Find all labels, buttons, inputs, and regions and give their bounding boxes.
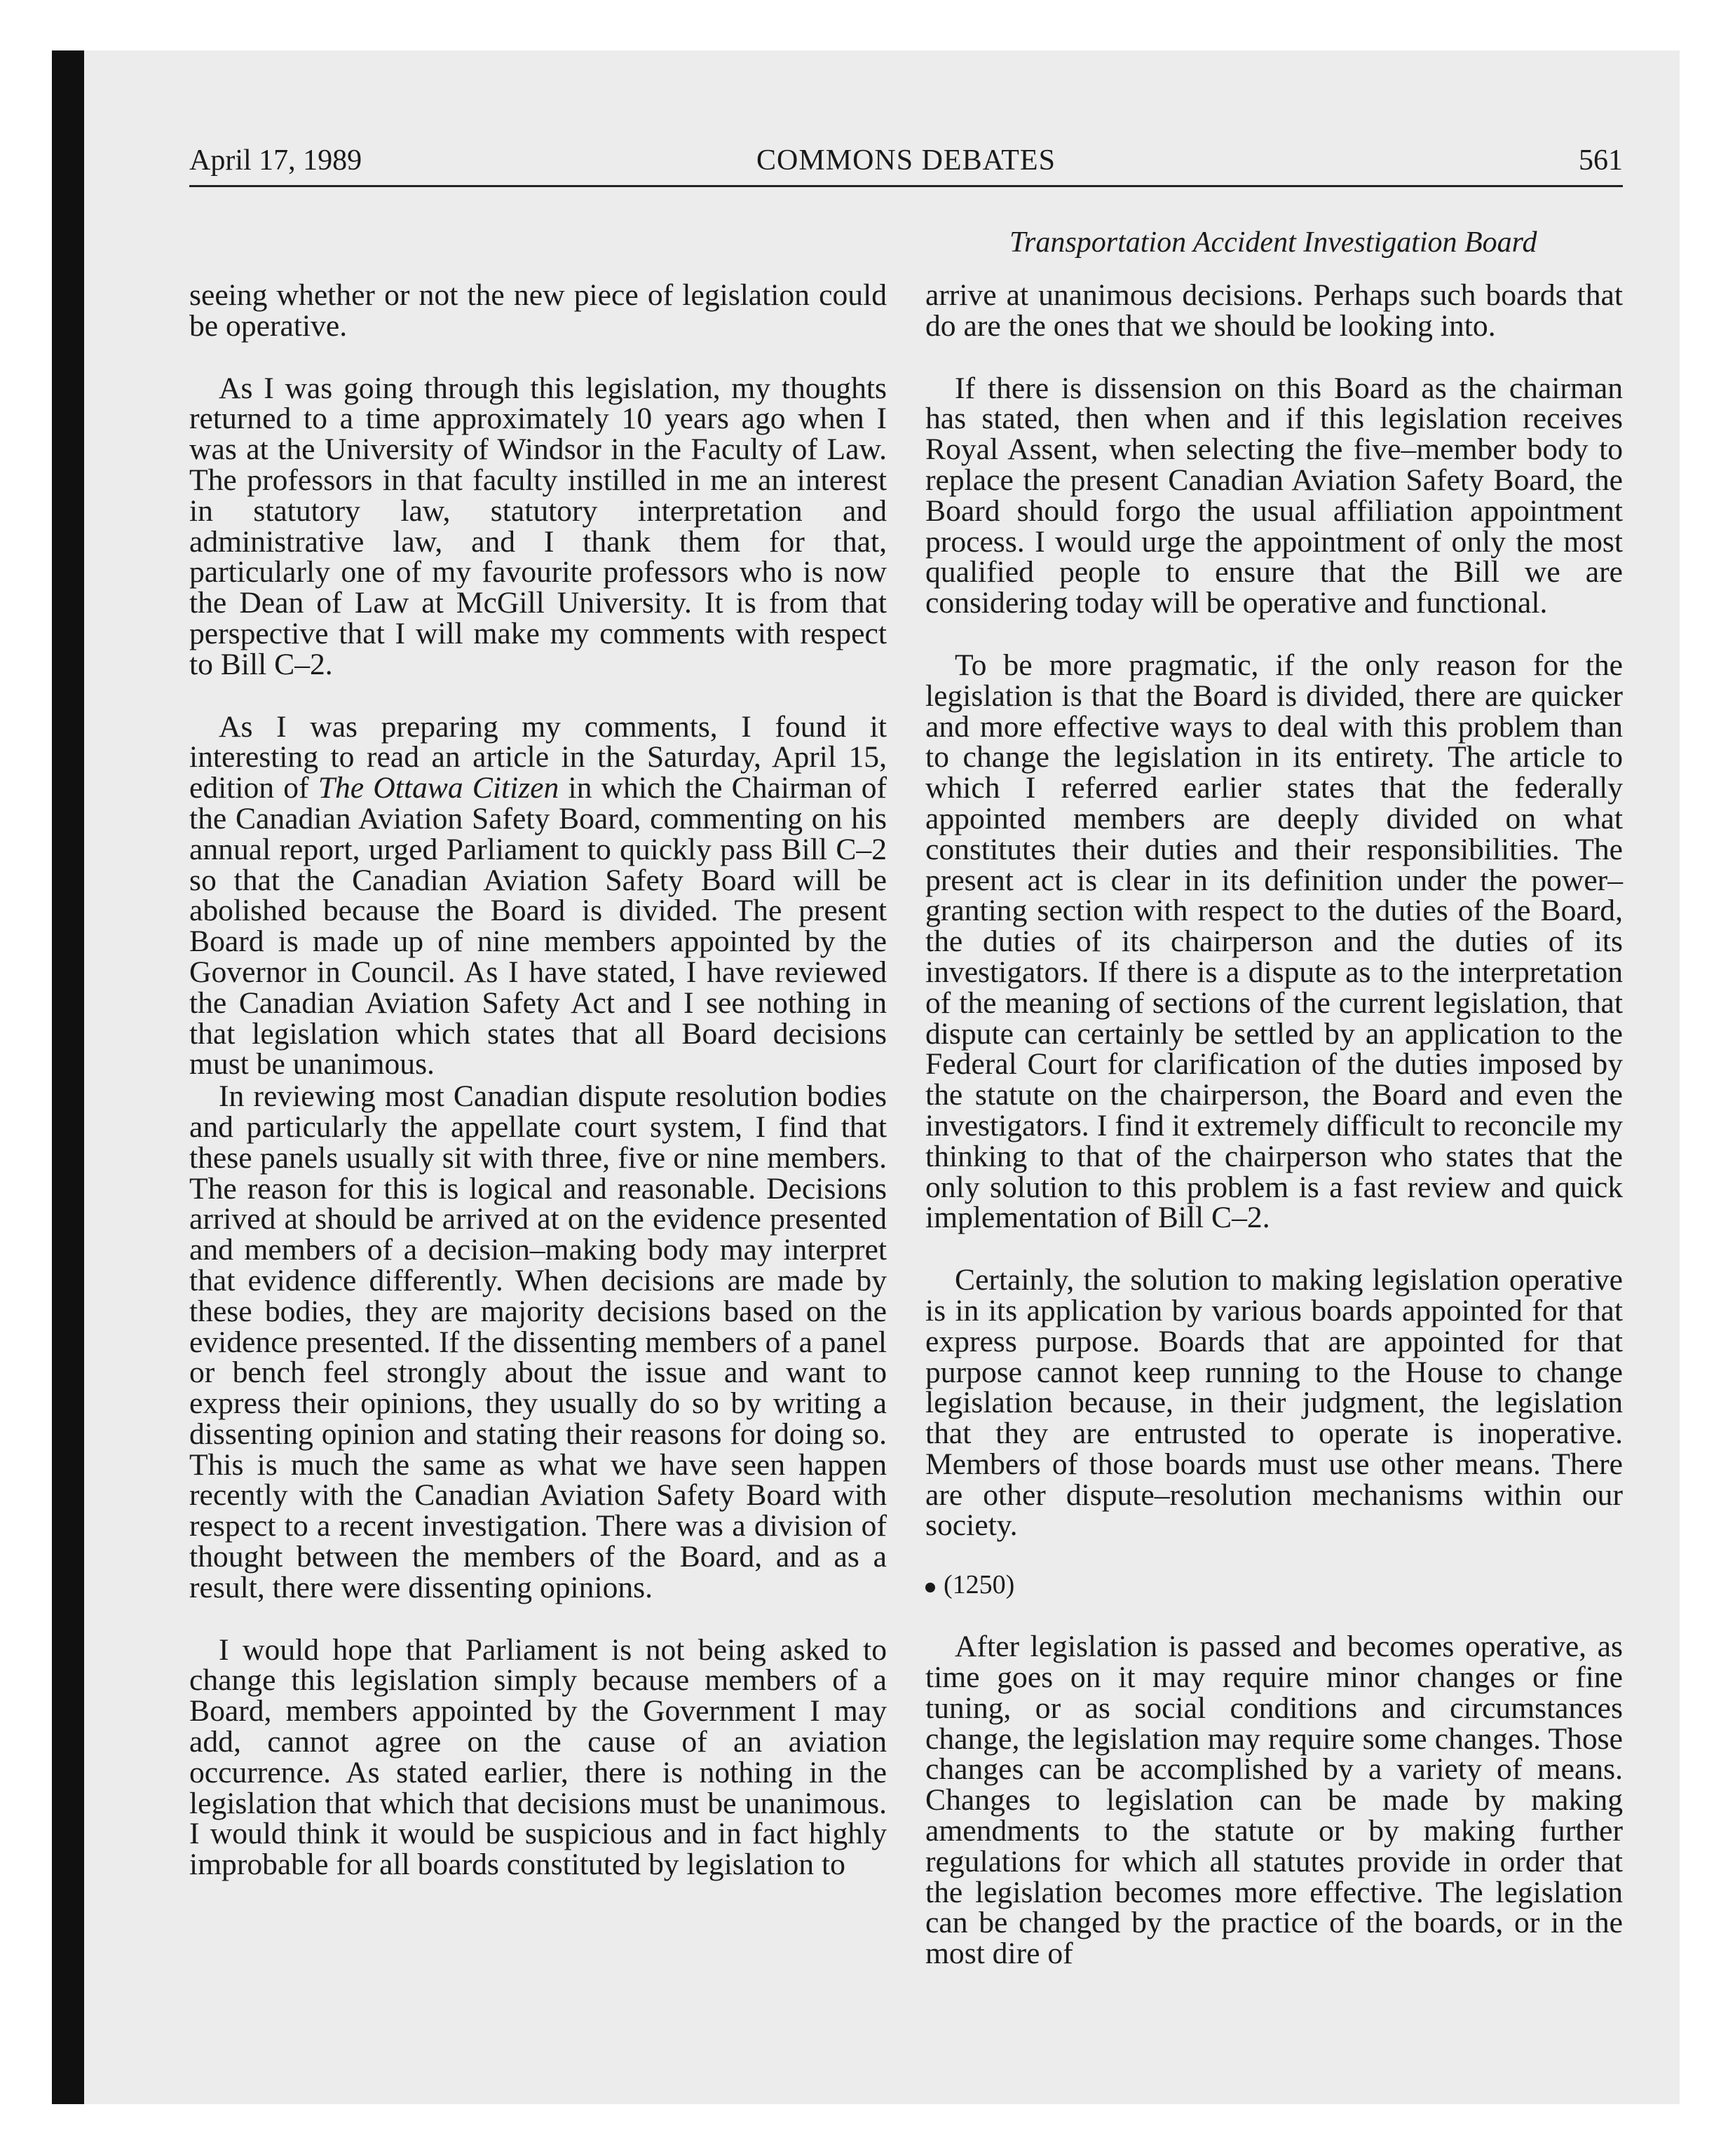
page-header <box>189 144 1623 186</box>
paragraph: Certainly, the solution to making legislation operative is in its application by various boards appointed for that express purpose. Boards that are appointed for that purpose cannot keep running to the House to change legislation because, in their judgment, the legislation that they are entrusted to operate is inoperative. Members of those boards must use other means. There are other dispute–resolution mechanisms within our society. <box>925 1263 1623 1543</box>
running-head: Transportation Accident Investigation Board <box>1009 226 1537 259</box>
paragraph-text: As I was preparing my comments, I found it interesting to read an article in the Saturday, April 15, edition of <box>189 709 887 805</box>
paragraph <box>189 709 887 1082</box>
header-date: April 17, 1989 <box>189 144 362 177</box>
right-column <box>925 280 1623 1970</box>
paragraph: To be more pragmatic, if the only reason for the legislation is that the Board is divided, there are quicker and more effective ways to deal with this problem than to change the legislation in its entirety. The article to which I referred earlier states that the federally appointed members are deeply divided on what constitutes their duties and their responsibilities. The present act is clear in its definition under the power–granting section with respect to the duties of the Board, the duties of its chairperson and the duties of its investigators. If there is a dispute as to the interpretation of the meaning of sections of the current legislation, that dispute can certainly be settled by an application to the Federal Court for clarification of the duties imposed by the statute on the chairperson, the Board and even the investigators. I find it extremely difficult to reconcile my thinking to that of the chairperson who states that the only solution to this problem is a fast review and quick implementation of Bill C–2. <box>925 648 1623 1235</box>
header-publication: COMMONS DEBATES <box>756 144 1056 177</box>
bullet-icon <box>925 1583 935 1592</box>
paragraph: After legislation is passed and becomes operative, as time goes on it may require minor changes or fine tuning, or as social conditions and circumstances change, the legislation may require some changes. Those changes can be accomplished by a variety of means. Changes to legislation can be made by making amendments to the statute or by making further regulations for which all statutes provide in order that the legislation becomes more effective. The legislation can be changed by the practice of the boards, or in the most dire of <box>925 1630 1623 1971</box>
header-page-number: 561 <box>1579 144 1623 177</box>
time-stamp <box>925 1569 1623 1600</box>
header-rule <box>189 185 1623 187</box>
scan-binding-edge <box>52 50 84 2104</box>
paragraph-text: in which the Chairman of the Canadian Aviation Safety Board, commenting on his annual report, urged Parliament to quickly pass Bill C–2 so that the Canadian Aviation Safety Board will be abolished because the Board is divided. The present Board is made up of nine members appointed by the Governor in Council. As I have stated, I have reviewed the Canadian Aviation Safety Act and I see nothing in that legislation which states that all Board decisions must be unanimous. <box>189 771 887 1082</box>
paragraph: arrive at unanimous decisions. Perhaps such boards that do are the ones that we should be looking into. <box>925 278 1623 343</box>
left-column <box>189 280 887 1881</box>
paragraph: In reviewing most Canadian dispute resolution bodies and particularly the appellate court system, I find that these panels usually sit with three, five or nine members. The reason for this is logical and reasonable. Decisions arrived at should be arrived at on the evidence presented and members of a decision–making body may interpret that evidence differently. When decisions are made by these bodies, they are majority decisions based on the evidence presented. If the dissenting members of a panel or bench feel strongly about the issue and want to express their opinions, they usually do so by writing a dissenting opinion and stating their reasons for doing so. This is much the same as what we have seen happen recently with the Canadian Aviation Safety Board with respect to a recent investigation. There was a division of thought between the members of the Board, and as a result, there were dissenting opinions. <box>189 1079 887 1604</box>
paragraph: If there is dissension on this Board as the chairman has stated, then when and if this legislation receives Royal Assent, when selecting the five–member body to replace the present Canadian Aviation Safety Board, the Board should forgo the usual affiliation appointment process. I would urge the appointment of only the most qualified people to ensure that the Bill we are considering today will be operative and functional. <box>925 371 1623 620</box>
paragraph: I would hope that Parliament is not being asked to change this legislation simply because members of a Board, members appointed by the Government I may add, cannot agree on the cause of an aviation occurrence. As stated earlier, there is nothing in the legislation that which that decisions must be unanimous. I would think it would be suspicious and in fact highly improbable for all boards constituted by legislation to <box>189 1632 887 1882</box>
paragraph: seeing whether or not the new piece of legislation could be operative. <box>189 278 887 343</box>
paragraph: As I was going through this legislation, my thoughts returned to a time approximately 10 years ago when I was at the University of Windsor in the Faculty of Law. The professors in that faculty instilled in me an interest in statutory law, statutory interpretation and administrative law, and I thank them for that, particularly one of my favourite professors who is now the Dean of Law at McGill University. It is from that perspective that I will make my comments with respect to Bill C–2. <box>189 371 887 681</box>
publication-name: The Ottawa Citizen <box>318 771 559 805</box>
time-stamp-text: (1250) <box>944 1570 1015 1600</box>
